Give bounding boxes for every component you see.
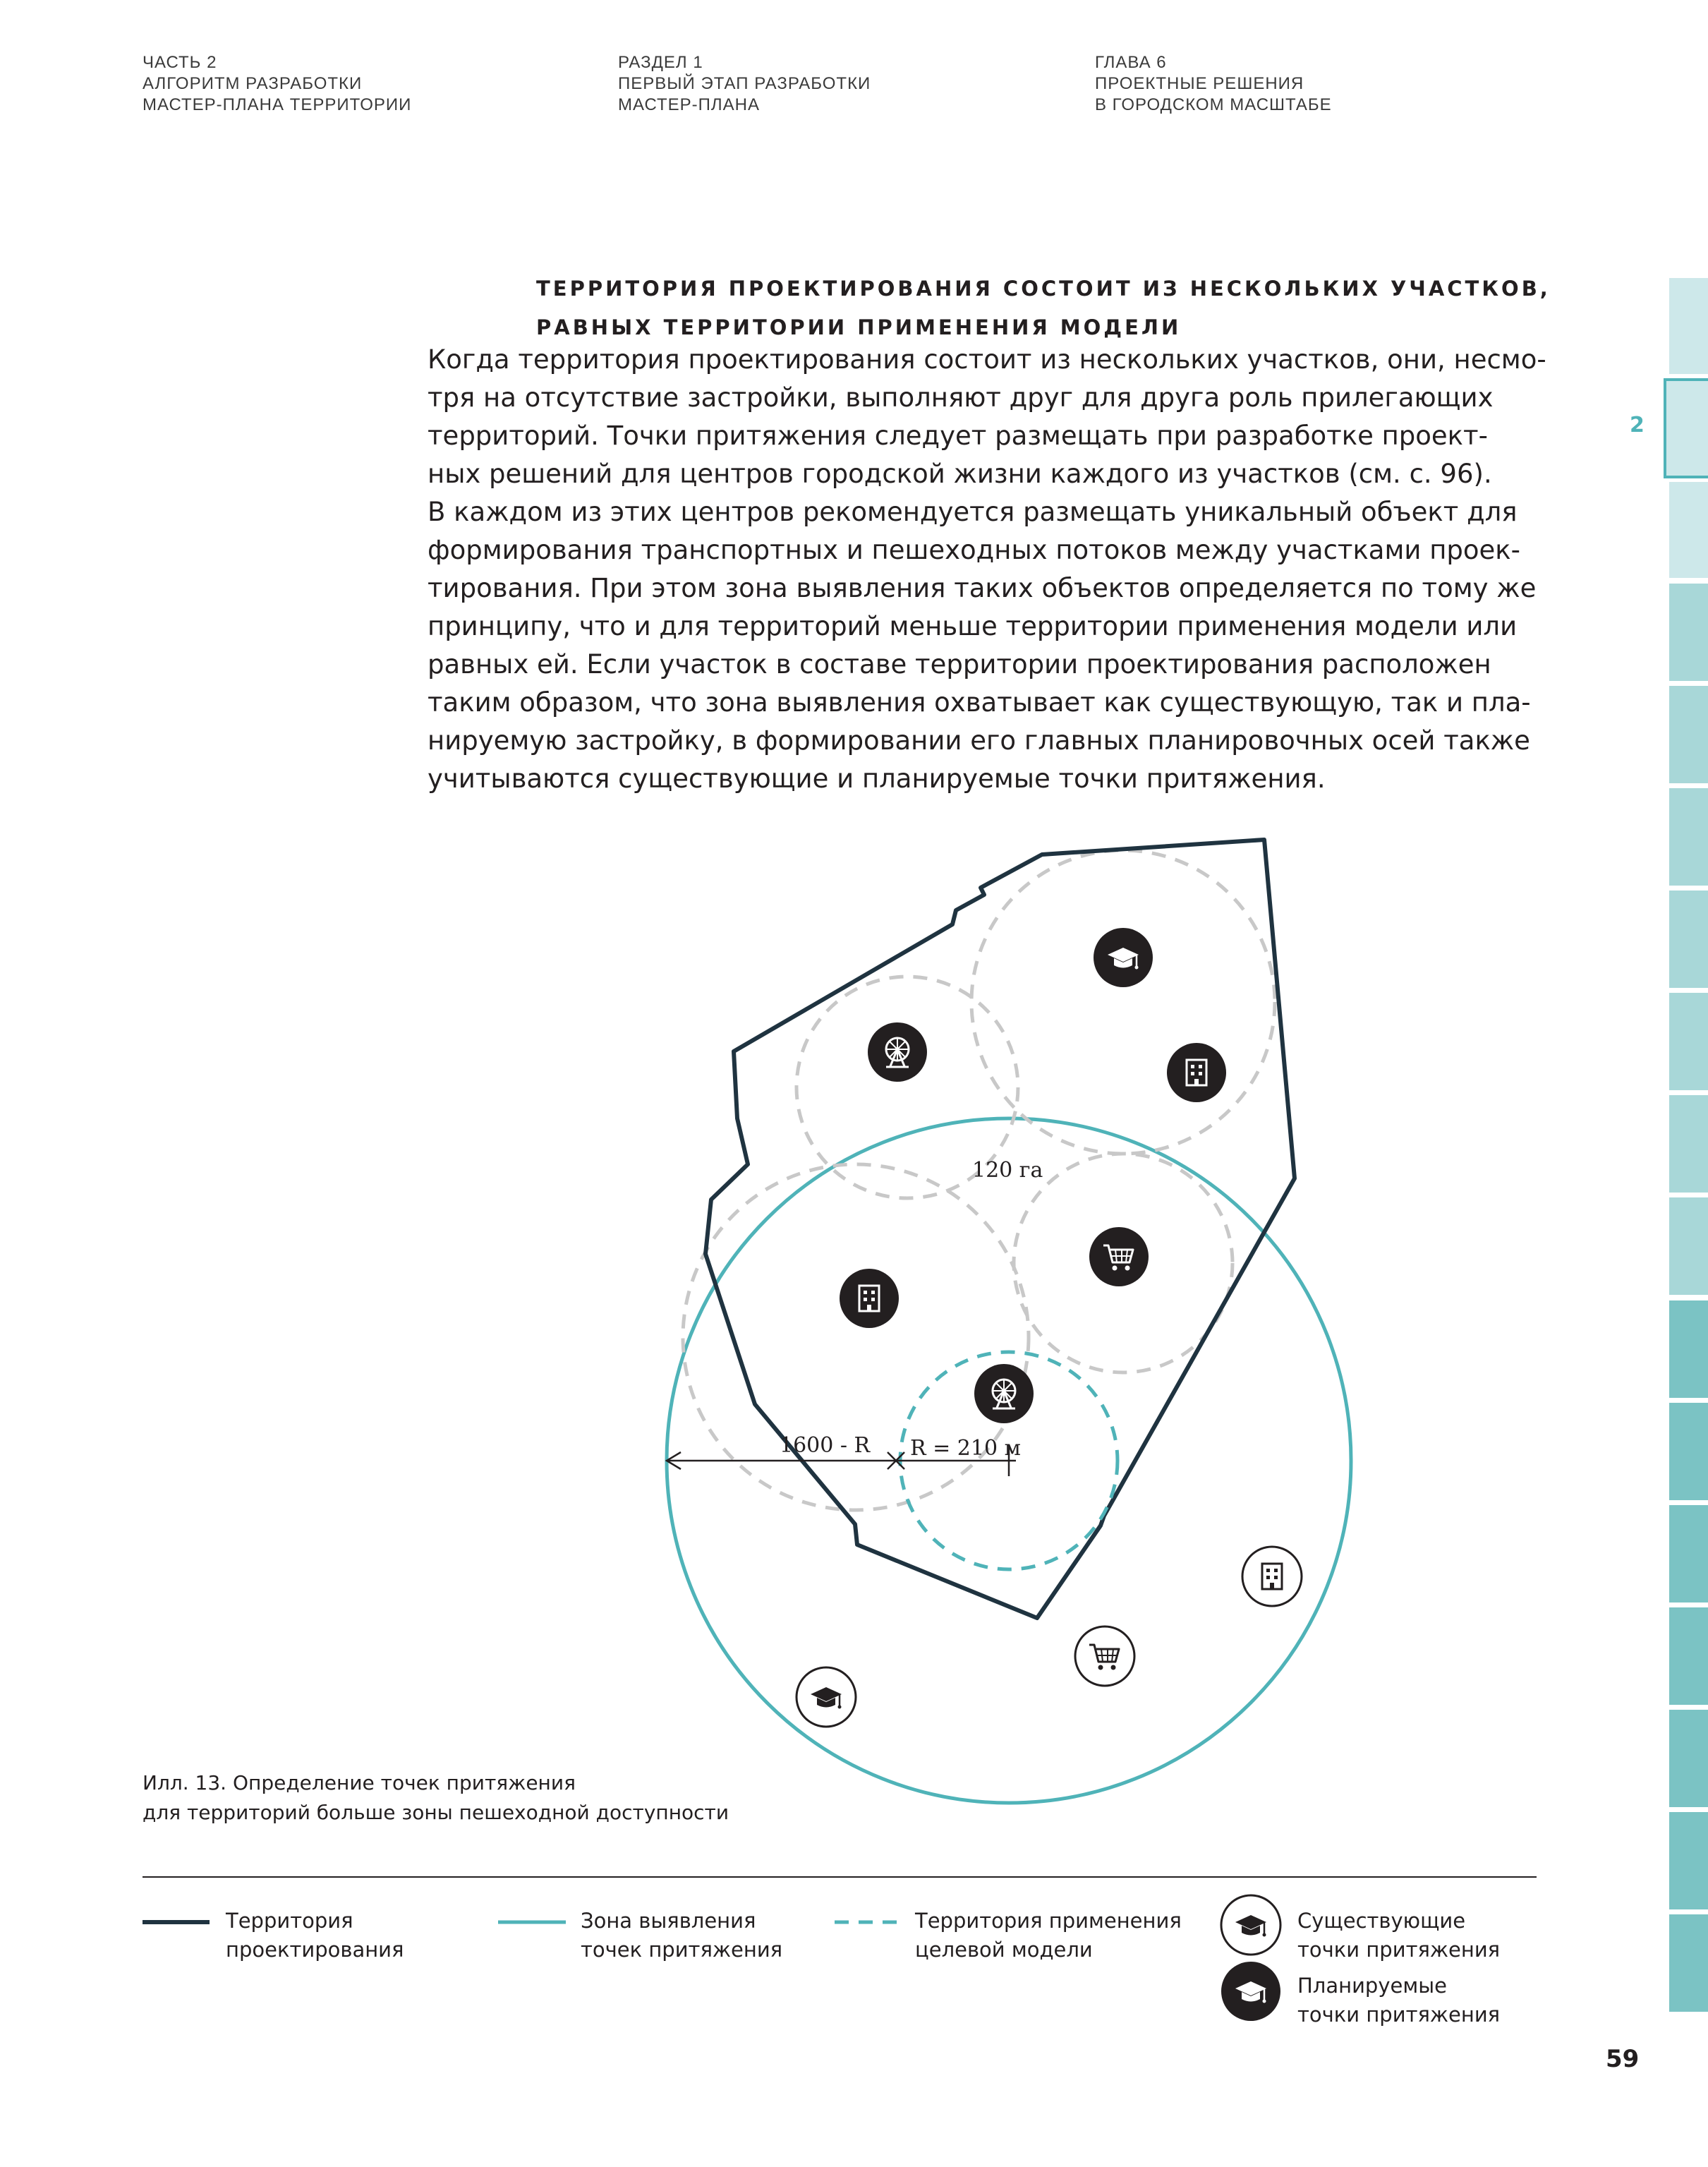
running-header-section: РАЗДЕЛ 1 ПЕРВЫЙ ЭТАП РАЗРАБОТКИ МАСТЕР-ПЛАНА (618, 53, 871, 114)
design-territory-outline (705, 840, 1295, 1618)
running-header-chapter: ГЛАВА 6 ПРОЕКТНЫЕ РЕШЕНИЯ В ГОРОДСКОМ МАСШТАБЕ (1095, 53, 1332, 114)
legend-divider (143, 1876, 1537, 1878)
ferris-wheel-icon (974, 1364, 1034, 1423)
body-line: принципу, что и для территорий меньше территории применения модели или (428, 611, 1518, 641)
body-line: Когда территория проектирования состоит из нескольких участков, они, несмо- (428, 344, 1546, 375)
building-icon (840, 1269, 899, 1328)
legend-planned-icon (1221, 1962, 1280, 2021)
page-number: 59 (1606, 2045, 1640, 2073)
distance-label: 1600 - R (780, 1433, 871, 1458)
section-heading: ТЕРРИТОРИЯ ПРОЕКТИРОВАНИЯ СОСТОИТ ИЗ НЕСКОЛЬКИХ УЧАСТКОВ, РАВНЫХ ТЕРРИТОРИИ ПРИМЕНЕНИЯ МОДЕЛИ (536, 277, 1551, 339)
legend-existing-icon (1221, 1895, 1280, 1955)
body-line: В каждом из этих центров рекомендуется размещать уникальный объект для (428, 497, 1518, 527)
body-line: равных ей. Если участок в составе территории проектирования расположен (428, 649, 1491, 680)
education-icon (797, 1667, 856, 1727)
building-icon (1242, 1547, 1302, 1606)
running-header-part: ЧАСТЬ 2 АЛГОРИТМ РАЗРАБОТКИ МАСТЕР-ПЛАНА ТЕРРИТОРИИ (143, 53, 412, 114)
legend-existing-label: Существующие точки притяжения (1297, 1909, 1501, 1962)
figure-caption: Илл. 13. Определение точек притяжения для территорий больше зоны пешеходной доступности (143, 1771, 729, 1824)
legend-model-label: Территория применения целевой модели (915, 1909, 1182, 1962)
ferris-wheel-icon (868, 1022, 927, 1082)
body-line: территорий. Точки притяжения следует размещать при разработке проект- (428, 421, 1488, 451)
body-line: формирования транспортных и пешеходных потоков между участками проек- (428, 535, 1520, 565)
radius-label: R = 210 м (910, 1436, 1021, 1461)
building-icon (1167, 1043, 1226, 1102)
legend-territory-label: Территория проектирования (226, 1909, 404, 1962)
body-line: тря на отсутствие застройки, выполняют друг для друга роль прилегающих (428, 382, 1494, 413)
body-line: тирования. При этом зона выявления таких объектов определяется по тому же (428, 573, 1537, 603)
body-line: нируемую застройку, в формировании его главных планировочных осей также (428, 725, 1530, 756)
body-line: учитываются существующие и планируемые точки притяжения. (428, 763, 1326, 794)
area-label: 120 га (972, 1158, 1043, 1183)
body-line: таким образом, что зона выявления охватывает как существующую, так и пла- (428, 687, 1531, 718)
education-icon (1094, 928, 1153, 987)
shopping-cart-icon (1075, 1626, 1134, 1686)
shopping-cart-icon (1089, 1227, 1149, 1286)
legend-planned-label: Планируемые точки притяжения (1297, 1974, 1501, 2027)
side-tab-label: 2 (1630, 413, 1645, 437)
legend-zone-label: Зона выявления точек притяжения (581, 1909, 783, 1962)
body-line: ных решений для центров городской жизни каждого из участков (см. с. 96). (428, 459, 1492, 489)
